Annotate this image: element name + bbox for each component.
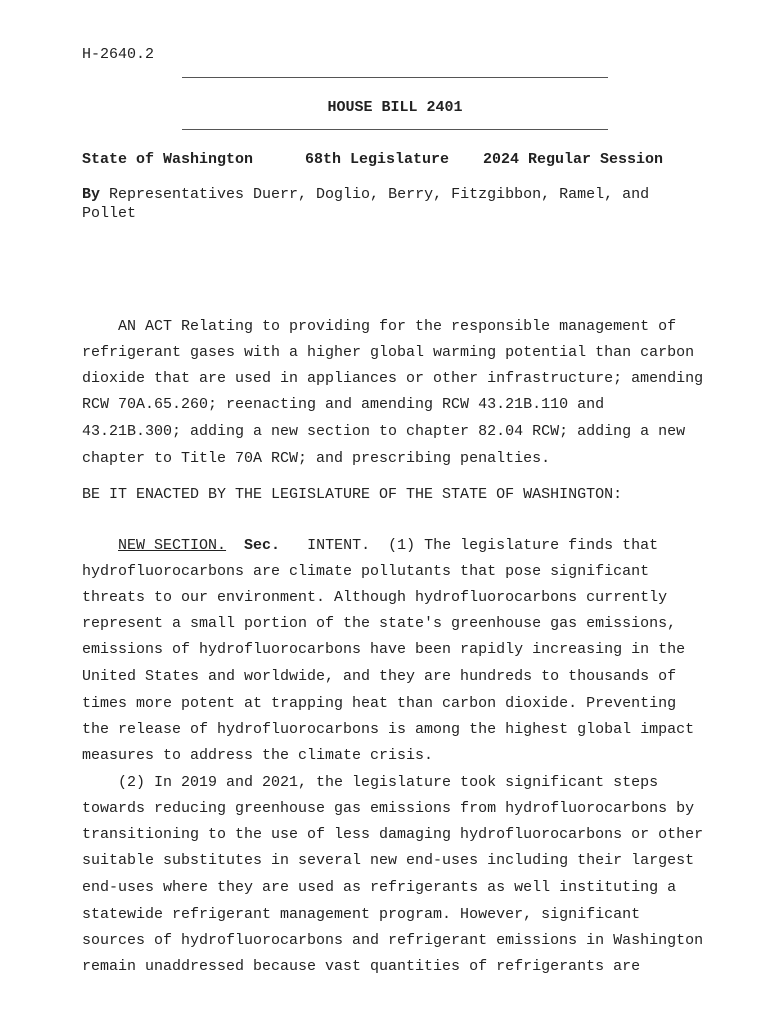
section-first-line [82,537,658,554]
section-line: suitable substitutes in several new end-uses including their largest [82,852,695,869]
act-line: dioxide that are used in appliances or other infrastructure; amending [82,370,704,387]
state-name: State of Washington [82,151,254,168]
section-line: United States and worldwide, and they are hundreds to thousands of [82,668,677,685]
section-line: times more potent at trapping heat than carbon dioxide. Preventing [82,695,677,712]
bottom-rule [182,129,608,130]
act-line: refrigerant gases with a higher global warming potential than carbon [82,344,695,361]
section-line: end-uses where they are used as refrigerants as well instituting a [82,879,677,896]
sponsors [82,186,649,203]
enacting-clause: BE IT ENACTED BY THE LEGISLATURE OF THE STATE OF WASHINGTON: [82,486,623,503]
section-line: threats to our environment. Although hydrofluorocarbons currently [82,589,668,606]
bill-title: HOUSE BILL 2401 [327,99,463,116]
section-line: towards reducing greenhouse gas emissions from hydrofluorocarbons by [82,800,695,817]
act-line: chapter to Title 70A RCW; and prescribing penalties. [82,450,551,467]
section-line: remain unaddressed because vast quantities of refrigerants are [82,958,641,975]
section-line: the release of hydrofluorocarbons is among the highest global impact [82,721,695,738]
section-line: (2) In 2019 and 2021, the legislature took significant steps [82,774,659,791]
section-line: measures to address the climate crisis. [82,747,434,764]
indent [82,537,118,554]
section-line: hydrofluorocarbons are climate pollutants that pose significant [82,563,650,580]
session-name: 2024 Regular Session [483,151,664,168]
sec-label: Sec. [226,537,281,554]
section-line: sources of hydrofluorocarbons and refrigerant emissions in Washington [82,932,704,949]
new-section-label: NEW SECTION. [118,537,227,554]
legislature-number: 68th Legislature [305,151,450,168]
section-line: statewide refrigerant management program. However, significant [82,906,641,923]
section-first-line-text: INTENT. (1) The legislature finds that [280,537,659,554]
section-line: represent a small portion of the state's greenhouse gas emissions, [82,615,677,632]
sponsors-line-1: Representatives Duerr, Doglio, Berry, Fitzgibbon, Ramel, and [100,186,650,203]
by-label: By [82,186,101,203]
act-line: RCW 70A.65.260; reenacting and amending RCW 43.21B.110 and [82,396,605,413]
sponsors-line-2: Pollet [82,205,137,222]
act-line: AN ACT Relating to providing for the responsible management of [82,318,677,335]
section-line: emissions of hydrofluorocarbons have been rapidly increasing in the [82,641,686,658]
section-line: transitioning to the use of less damaging hydrofluorocarbons or other [82,826,704,843]
document-code: H-2640.2 [82,46,155,63]
top-rule [182,77,608,78]
act-line: 43.21B.300; adding a new section to chapter 82.04 RCW; adding a new [82,423,686,440]
